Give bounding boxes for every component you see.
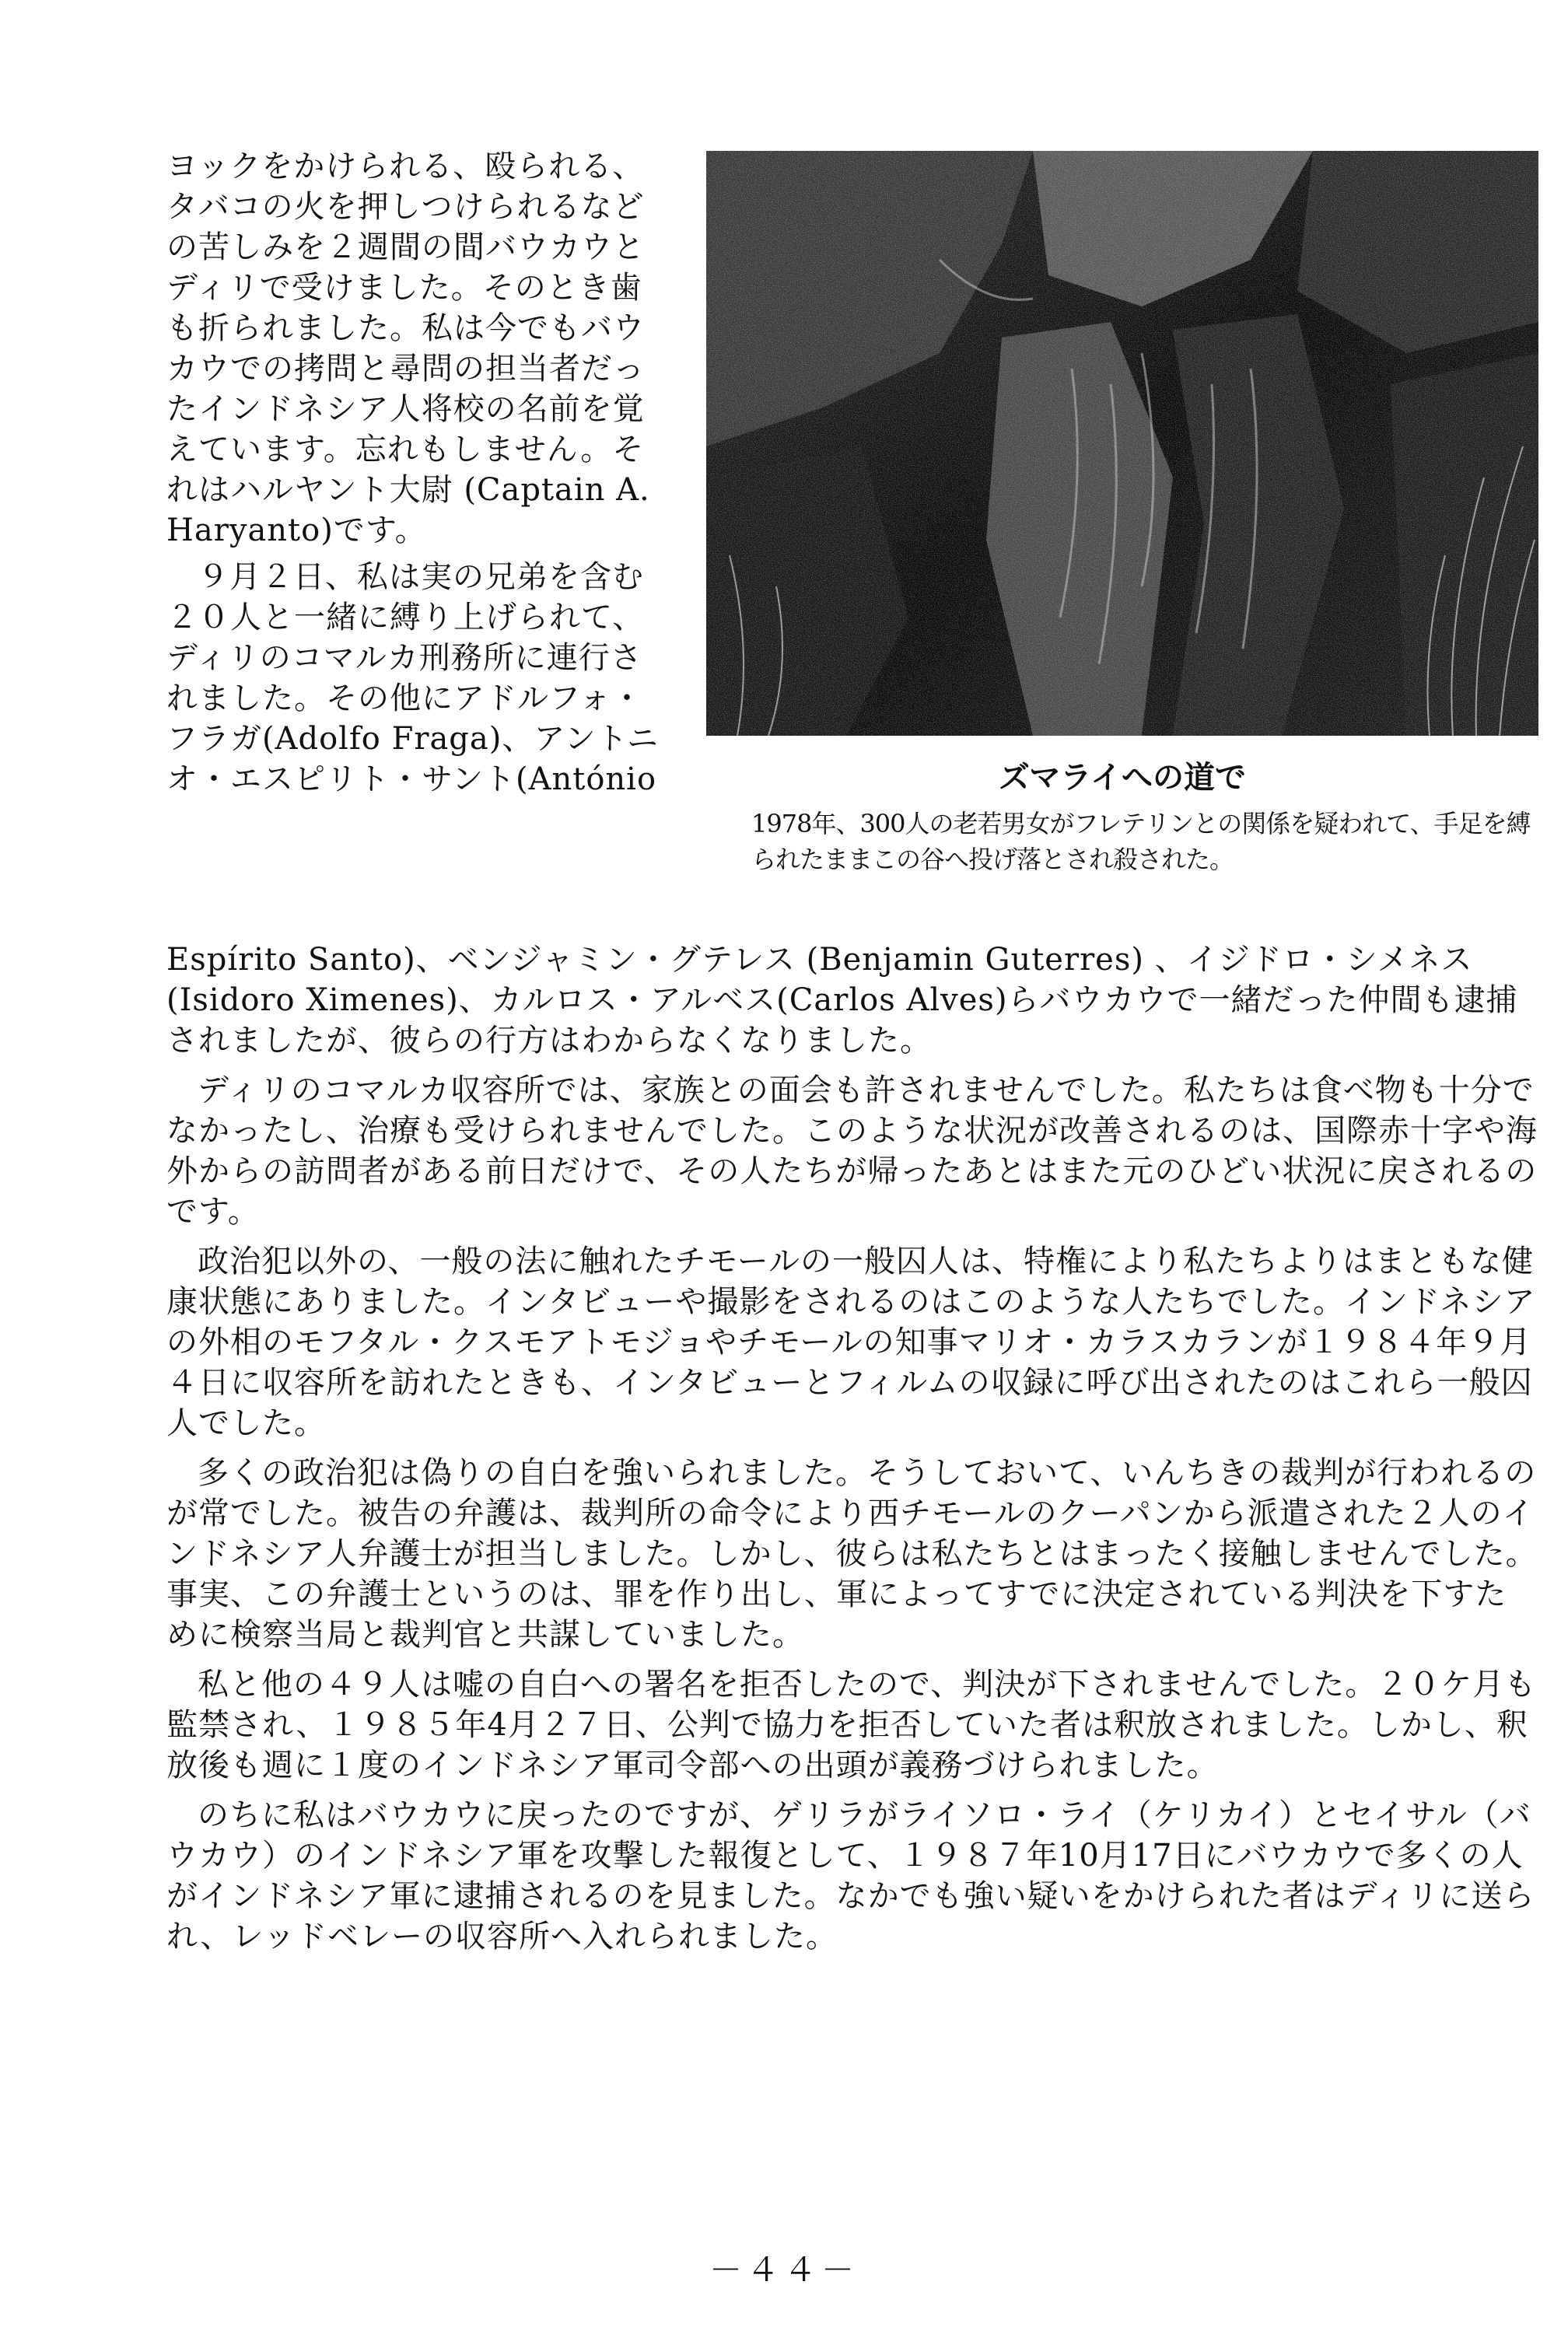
text-line: Haryanto)です。 [166,513,427,548]
text-line: カウでの拷問と尋問の担当者だっ [166,351,645,387]
photo-caption-title: ズマライへの道で [999,760,1246,796]
text-line: ９月２日、私は実の兄弟を含む [198,559,644,595]
left-text-column [166,146,695,800]
paragraph-comarca-prison: ディリのコマルカ収容所では、家族との面会も許されませんでした。私たちは食べ物も十分でなかったし、治療も受けられませんでした。このような状況が改善されるのは、国際赤十字や海外からの訪問者がある前日だけで、その人たちが帰ったあとはまた元のひどい状況に戻されるのです。 [166,1073,1538,1230]
text-line: ヨックをかけられる、殴られる、 [166,149,645,184]
paragraph-release: 私と他の４９人は嘘の自白への署名を拒否したので、判決が下されませんでした。２０ケ月も監禁され、１９８５年4月２７日、公判で協力を拒否していた者は釈放されました。しかし、釈放後も週に１度のインドネシア軍司令部への出頭が義務づけられました。 [166,1667,1537,1783]
text-line: ディリで受けました。そのとき歯 [166,270,642,306]
text-line: れはハルヤント大尉 (Captain A. [166,472,650,508]
text-line: ２０人と一緒に縛り上げられて、 [166,600,645,635]
valley-photo-image [706,151,1538,736]
text-line: ディリのコマルカ刑務所に連行さ [166,640,642,676]
text-line: れました。その他にアドルフォ・ [166,681,643,716]
page-number: －４４－ [709,2251,859,2289]
text-line: も折られました。私は今でもバウ [166,310,645,346]
paragraph-ordinary-prisoners: 政治犯以外の、一般の法に触れたチモールの一般囚人は、特権により私たちよりはまともな健康状態にありました。インタビューや撮影をされるのはこのような人たちでした。インドネシアの外相のモフタル・クスモアトモジョやチモールの知事マリオ・カラスカランが１９８４年９月４日に収容所を訪れたときも、インタビューとフィルムの収録に呼び出されたのはこれら一般囚人でした。 [166,1244,1536,1441]
paragraph-false-confessions: 多くの政治犯は偽りの自白を強いられました。そうしておいて、いんちきの裁判が行われるのが常でした。被告の弁護は、裁判所の命令により西チモールのクーパンから派遣された２人のインドネシア人弁護士が担当しました。しかし、彼らは私たちとはまったく接触しませんでした。事実、この弁護士というのは、罪を作り出し、軍によってすでに決定されている判決を下すために検察当局と裁判官と共謀していました。 [166,1455,1538,1653]
paragraph-prisoner-torture [166,146,695,551]
text-line: の苦しみを２週間の間バウカウと [166,229,645,265]
text-line: タバコの火を押しつけられるなど [166,189,645,225]
text-line: フラガ(Adolfo Fraga)、アントニ [166,721,660,757]
paragraph-continuation: Espírito Santo)、ベンジャミン・グテレス (Benjamin Guterres) 、イジドロ・シメネス (Isidoro Ximenes)、カルロス・アルベス(Carlos Alves)らバウカウで一緒だった仲間も逮捕されましたが、彼らの行方はわからなくなりました。 [166,942,1518,1059]
valley-photograph [706,151,1538,736]
text-line: たインドネシア人将校の名前を覚 [166,391,645,427]
photo-caption-text: 1978年、300人の老若男女がフレテリンとの関係を疑われて、手足を縛られたままこの谷へ投げ落とされ殺された。 [751,809,1531,874]
text-line: えています。忘れもしません。そ [166,432,645,467]
paragraph-baucau-arrests: のちに私はバウカウに戻ったのですが、ゲリラがライソロ・ライ（ケリカイ）とセイサル（バウカウ）のインドネシア軍を攻撃した報復として、１９８７年10月17日にバウカウで多くの人がインドネシア軍に逮捕されるのを見ました。なかでも強い疑いをかけられた者はディリに送られ、レッドベレーの収容所へ入れられました。 [166,1797,1535,1954]
main-text-body [166,940,1538,1957]
text-line: オ・エスピリト・サント(António [166,761,657,797]
paragraph-sept-arrest [166,557,695,800]
